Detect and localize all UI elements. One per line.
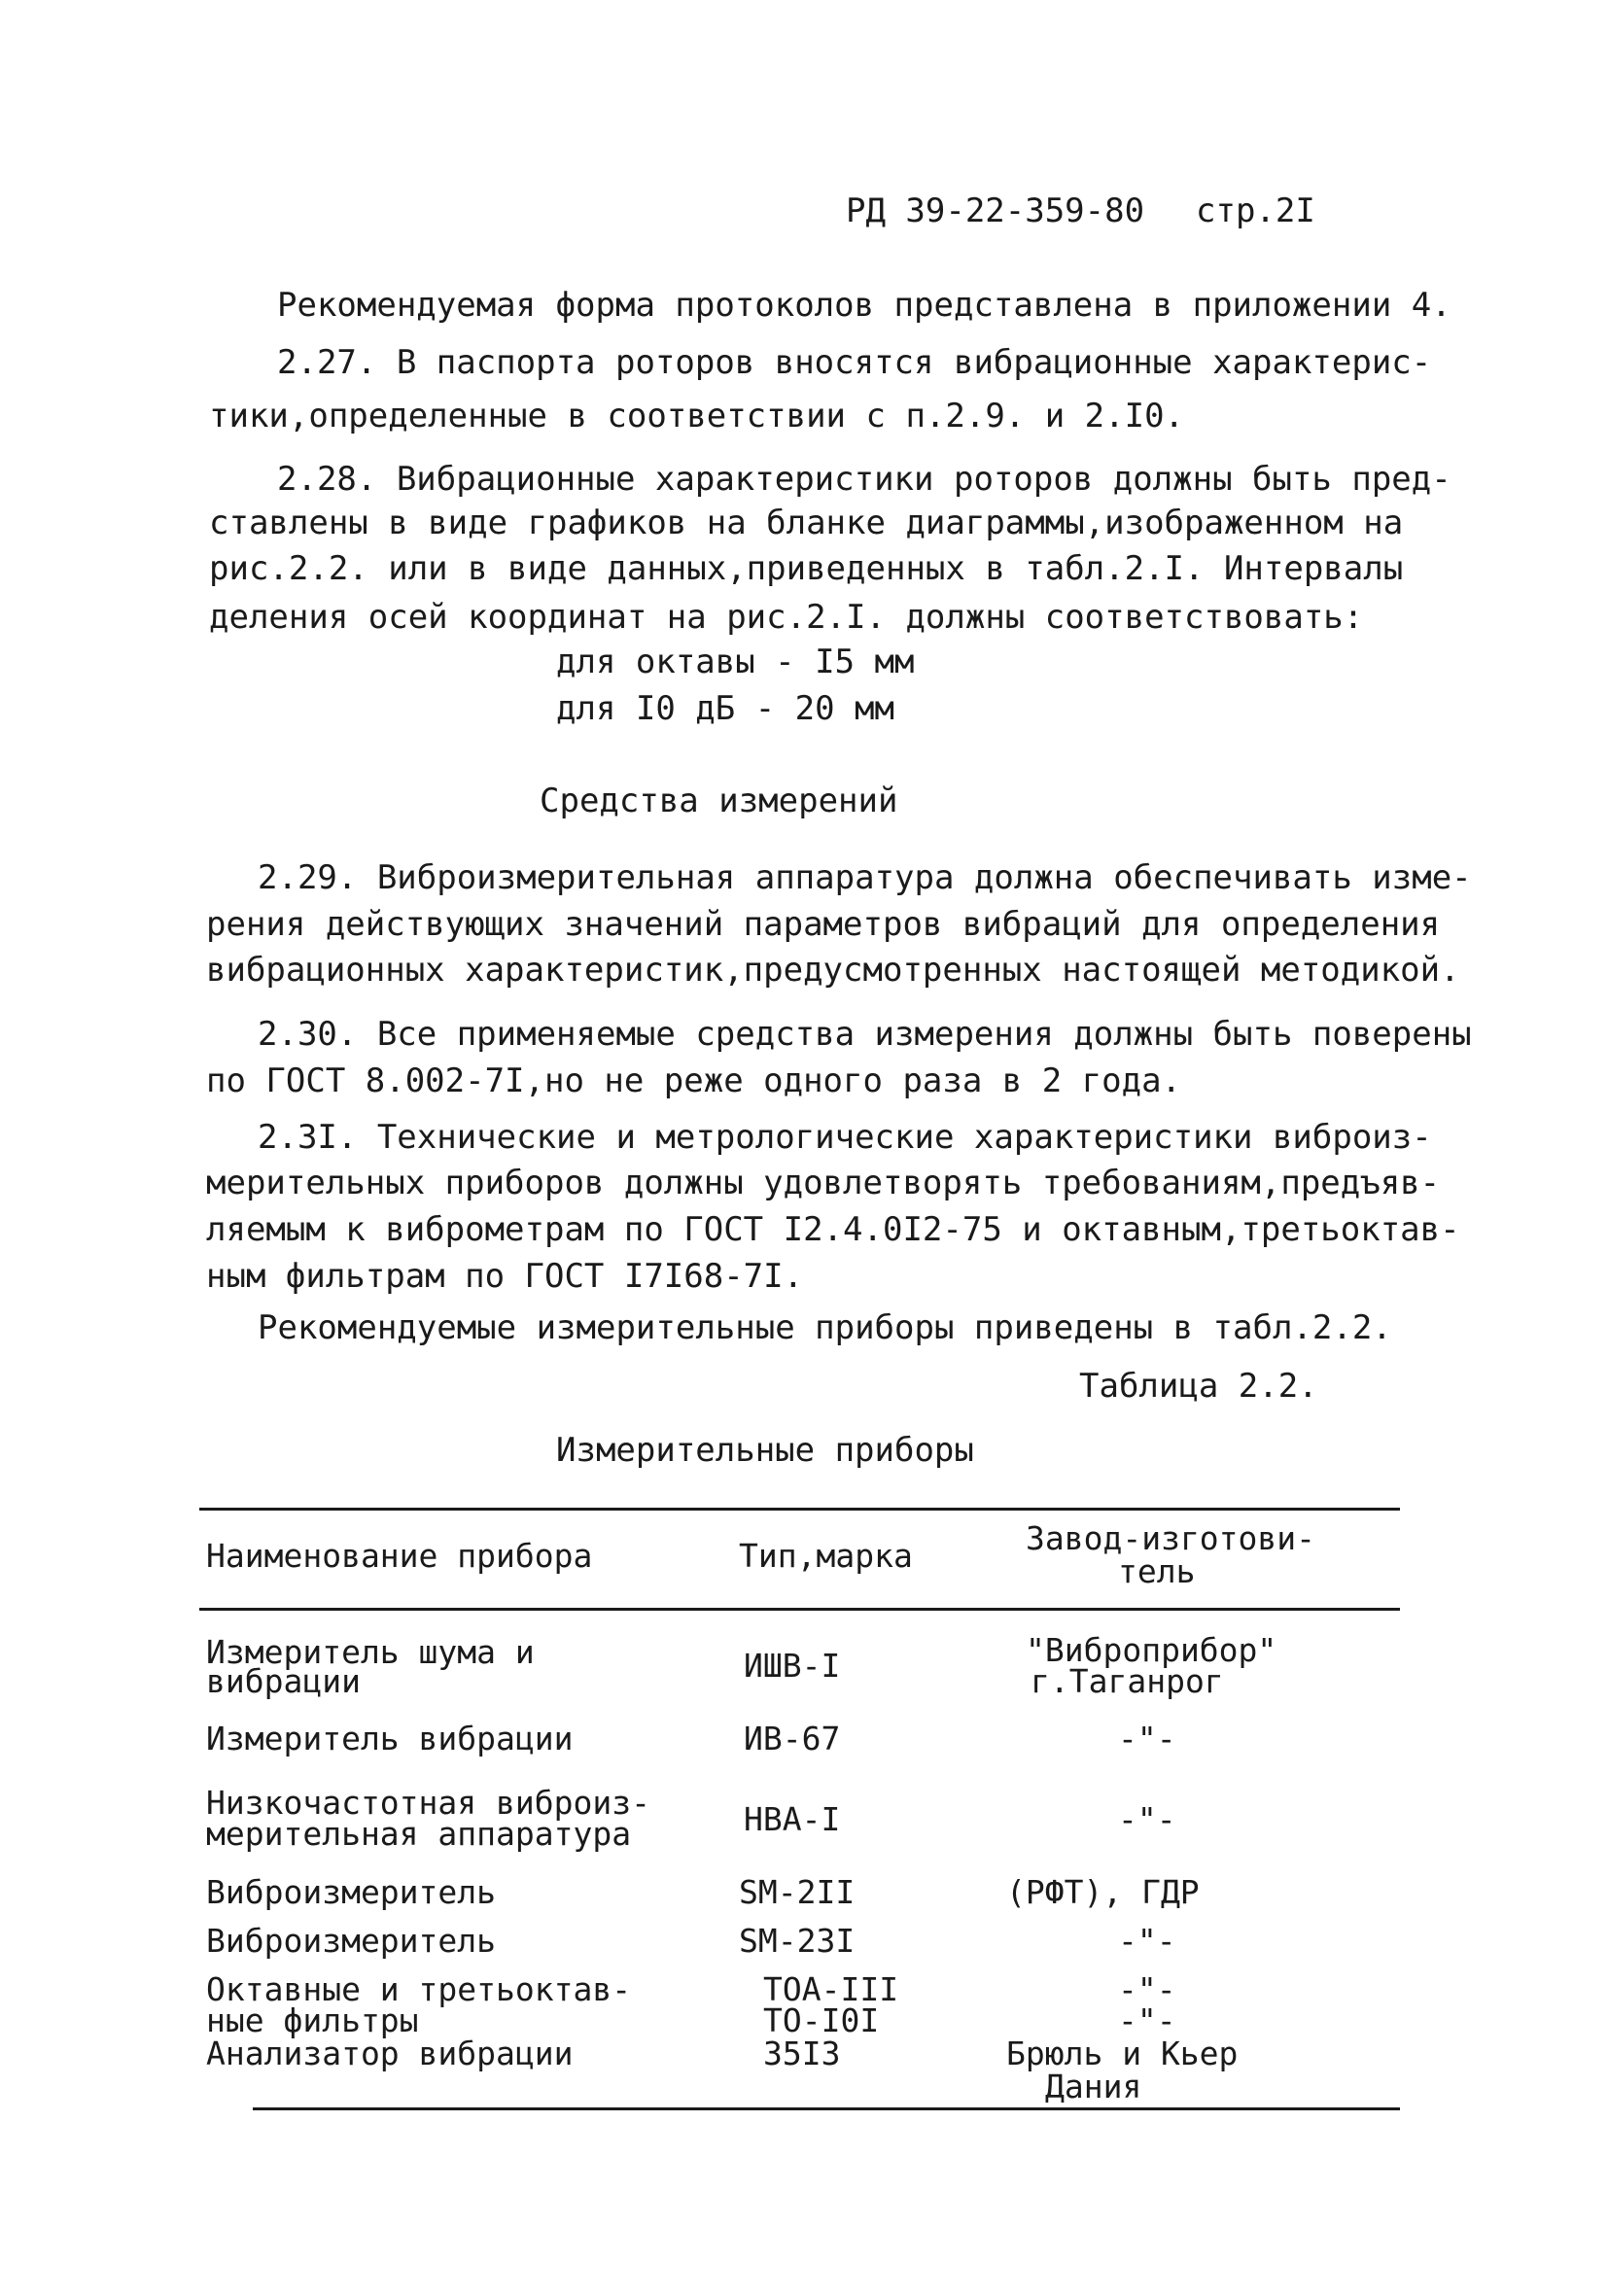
table-row-7-name: Анализатор вибрации (206, 2035, 574, 2072)
table-row-6-type-line-2: ТО-I0I (763, 2001, 880, 2039)
table-row-6-maker-line-1: -"- (1118, 1970, 1176, 2008)
paragraph-2-29-line-2: рения действующих значений параметров вибраций для определения (206, 905, 1441, 944)
table-row-1-name-line-1: Измеритель шума и (206, 1633, 535, 1671)
paragraph-2-28-line-4: деления осей координат на рис.2.I. должны соответствовать: (209, 598, 1364, 637)
paragraph-2-27-line-1: 2.27. В паспорта роторов вносятся вибрационные характерис- (277, 343, 1432, 382)
paragraph-2-31-line-3: ляемым к виброметрам по ГОСТ I2.4.0I2-75 и октавным,третьоктав- (206, 1210, 1460, 1249)
paragraph-2-31-line-4: ным фильтрам по ГОСТ I7I68-7I. (206, 1257, 804, 1296)
table-row-6-maker-line-2: -"- (1118, 2001, 1176, 2039)
paragraph-2-31-line-2: мерительных приборов должны удовлетворять требованиям,предъяв- (206, 1164, 1441, 1202)
table-label: Таблица 2.2. (1079, 1367, 1318, 1406)
document-code: РД 39-22-359-80 (846, 191, 1145, 230)
paragraph-2-29-line-3: вибрационных характеристик,предусмотренных настоящей методикой. (206, 951, 1460, 990)
table-row-5-name: Виброизмеритель (206, 1922, 497, 1960)
table-header-name: Наименование прибора (206, 1537, 593, 1575)
paragraph-2-30-line-1: 2.30. Все применяемые средства измерения должны быть поверены (258, 1015, 1472, 1054)
paragraph-2-28-line-1: 2.28. Вибрационные характеристики роторов должны быть пред- (277, 460, 1451, 499)
table-bottom-rule (253, 2107, 1400, 2110)
table-row-1-type: ИШВ-I (744, 1647, 841, 1685)
table-header-rule (199, 1608, 1400, 1611)
section-title: Средства измерений (540, 782, 898, 820)
paragraph-2-28-line-2: ставлены в виде графиков на бланке диаграммы,изображенном на (209, 504, 1404, 542)
paragraph-2-29-line-1: 2.29. Виброизмерительная аппаратура должна обеспечивать изме- (258, 858, 1472, 897)
table-row-2-type: ИВ-67 (744, 1720, 841, 1757)
paragraph-2-28-db: для I0 дБ - 20 мм (556, 689, 894, 728)
table-row-3-name-line-1: Низкочастотная виброиз- (206, 1784, 650, 1822)
paragraph-2-28-octave: для октавы - I5 мм (556, 643, 915, 681)
table-header-maker-line-2: тель (1118, 1552, 1196, 1590)
table-row-6-type-line-1: ТОА-III (763, 1970, 899, 2008)
table-header-type: Тип,марка (739, 1537, 913, 1575)
paragraph-intro: Рекомендуемая форма протоколов представлена в приложении 4. (277, 286, 1451, 325)
paragraph-2-31-line-1: 2.3I. Технические и метрологические характеристики виброиз- (258, 1118, 1432, 1157)
table-row-2-name: Измеритель вибрации (206, 1720, 574, 1757)
table-row-6-name-line-1: Октавные и третьоктав- (206, 1970, 632, 2008)
table-row-6-name-line-2: ные фильтры (206, 2001, 419, 2039)
table-row-7-maker-line-2: Дания (1045, 2068, 1142, 2105)
page-number: стр.2I (1196, 191, 1315, 230)
paragraph-recommend: Рекомендуемые измерительные приборы приведены в табл.2.2. (258, 1308, 1392, 1347)
table-row-4-name: Виброизмеритель (206, 1873, 497, 1911)
table-row-3-maker: -"- (1118, 1800, 1176, 1838)
table-row-5-maker: -"- (1118, 1922, 1176, 1960)
table-row-7-maker-line-1: Брюль и Кьер (1006, 2035, 1239, 2072)
table-row-4-type: SM-2II (739, 1873, 856, 1911)
table-row-1-name-line-2: вибрации (206, 1662, 361, 1700)
table-row-5-type: SM-23I (739, 1922, 856, 1960)
table-row-1-maker-line-1: "Виброприбор" (1026, 1631, 1277, 1669)
table-row-7-type: 35I3 (763, 2035, 841, 2072)
table-row-1-maker-line-2: г.Таганрог (1031, 1662, 1224, 1700)
table-top-rule (199, 1508, 1400, 1511)
table-header-maker-line-1: Завод-изготови- (1026, 1519, 1316, 1557)
paragraph-2-27-line-2: тики,определенные в соответствии с п.2.9. и 2.I0. (209, 397, 1185, 435)
table-row-3-type: НВА-I (744, 1800, 841, 1838)
paragraph-2-30-line-2: по ГОСТ 8.002-7I,но не реже одного раза в 2 года. (206, 1061, 1182, 1100)
table-row-4-maker: (РФТ), ГДР (1006, 1873, 1200, 1911)
table-row-3-name-line-2: мерительная аппаратура (206, 1815, 632, 1853)
paragraph-2-28-line-3: рис.2.2. или в виде данных,приведенных в табл.2.I. Интервалы (209, 549, 1404, 588)
table-row-2-maker: -"- (1118, 1720, 1176, 1757)
table-title: Измерительные приборы (556, 1431, 974, 1470)
